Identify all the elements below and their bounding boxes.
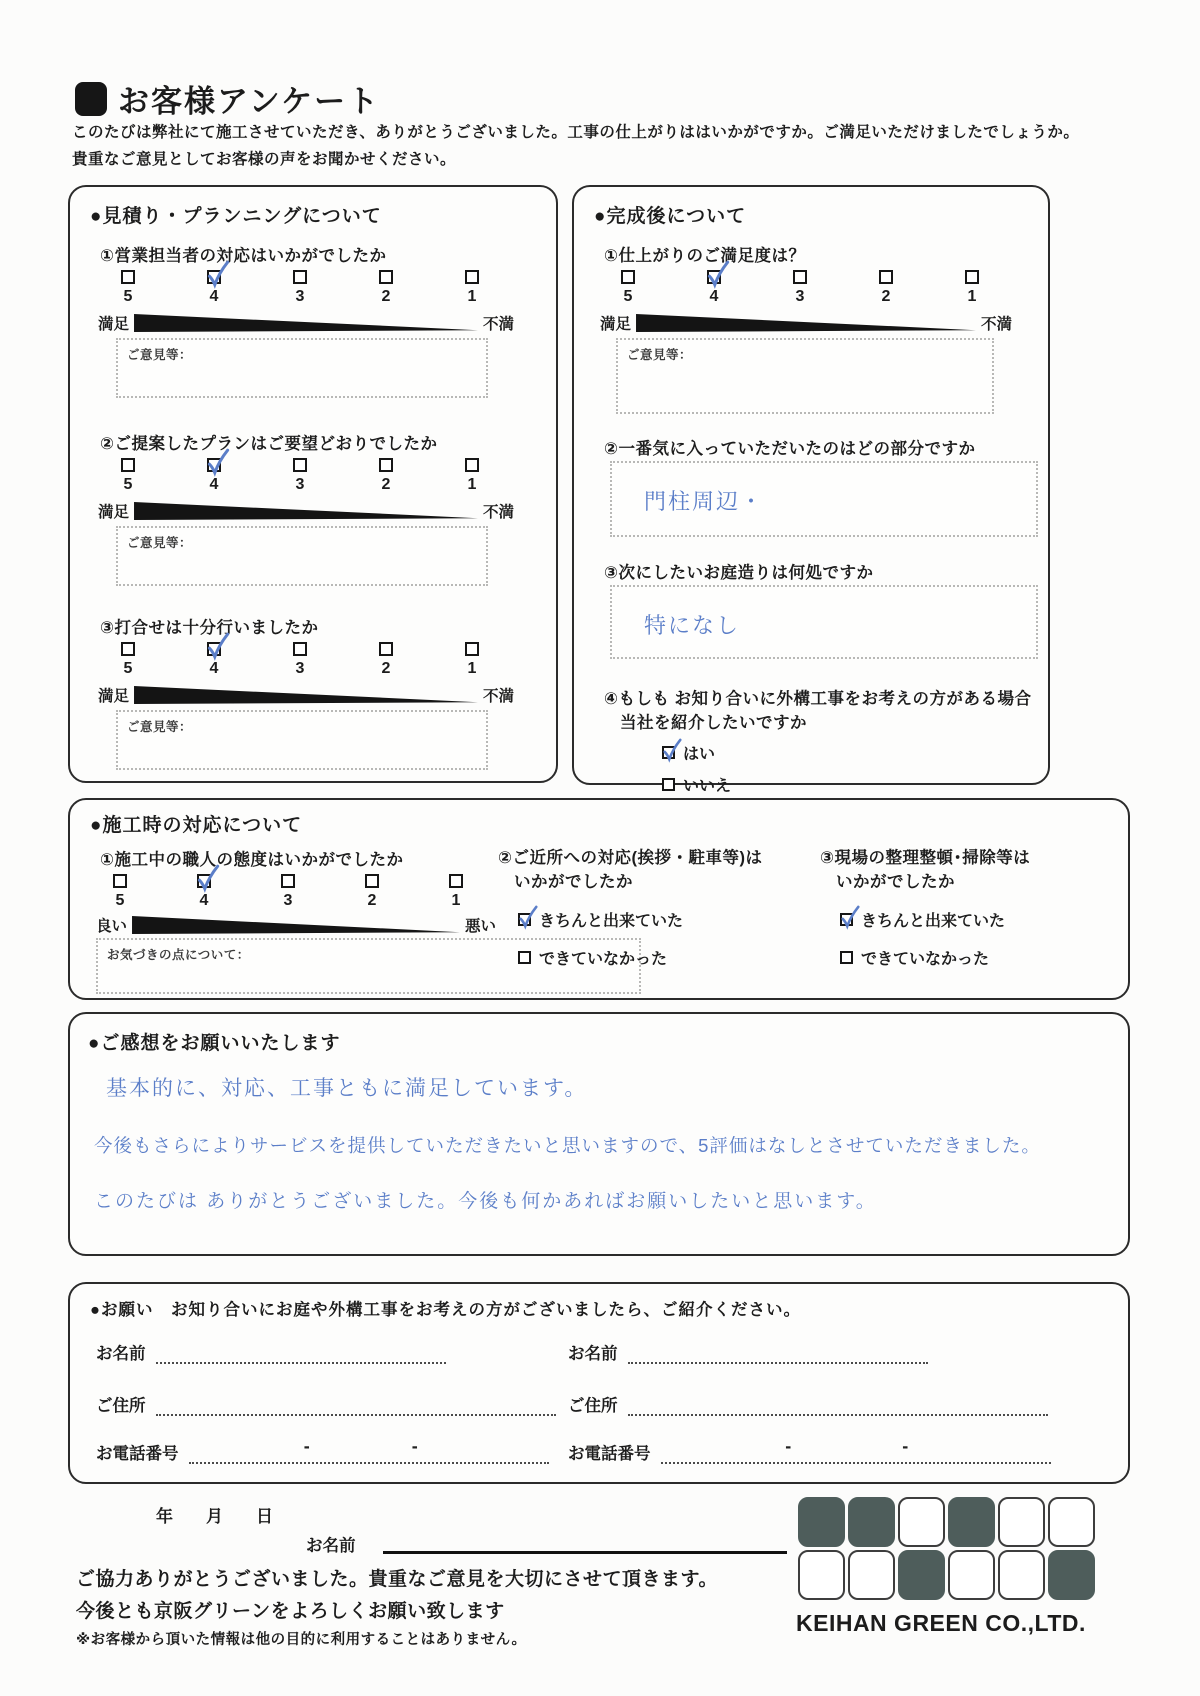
not-done-checkbox[interactable] (518, 951, 531, 964)
phone-input-line[interactable] (661, 1436, 1051, 1464)
question-group-construction-2 (498, 844, 808, 994)
notice-label: お気づきの点について： (107, 948, 250, 962)
option-not-done[interactable] (840, 946, 989, 969)
phone-dash: - (902, 1436, 909, 1456)
option-no[interactable] (662, 773, 731, 796)
rating-checkbox-1[interactable] (965, 270, 979, 284)
satisfaction-axis (98, 500, 514, 522)
logo-cell (998, 1550, 1045, 1600)
section-referral (68, 1282, 1130, 1484)
comment-box[interactable] (116, 338, 488, 398)
pen-checkmark-icon (205, 447, 231, 477)
logo-cell (898, 1550, 945, 1600)
name-input-line[interactable] (628, 1342, 928, 1364)
satisfaction-axis (98, 684, 514, 706)
logo-cell (798, 1550, 845, 1600)
question-text: ③現場の整理整頓･掃除等は (820, 849, 1031, 867)
question-text: いかがでしたか (836, 873, 955, 891)
referral-name-field-2 (568, 1340, 928, 1364)
done-checkbox-checked[interactable] (840, 913, 853, 926)
thanks-line-1: ご協力ありがとうございました。貴重なご意見を大切にさせて頂きます。 (76, 1569, 718, 1590)
rating-checkbox-2[interactable] (379, 642, 393, 656)
section-title: ●完成後について (594, 206, 747, 227)
rating-checkbox-5[interactable] (121, 270, 135, 284)
not-done-checkbox[interactable] (840, 951, 853, 964)
footer-name-input-line[interactable] (383, 1528, 787, 1554)
section-title: ●見積り・プランニングについて (90, 206, 382, 227)
rating-scale: 5 4 3 2 1 (108, 874, 468, 910)
rating-checkbox-1[interactable] (465, 642, 479, 656)
option-not-done[interactable] (518, 946, 667, 969)
phone-label: お電話番号 (96, 1445, 179, 1463)
section-title: ●お願い お知り合いにお庭や外構工事をお考えの方がございましたら、ご紹介ください。 (90, 1301, 801, 1319)
done-label: きちんと出来ていた (861, 913, 1006, 930)
question-text: ②ご近所への対応(挨拶・駐車等)は (498, 849, 763, 867)
rating-checkbox-1[interactable] (465, 270, 479, 284)
phone-label: お電話番号 (568, 1445, 651, 1463)
name-label: お名前 (568, 1345, 618, 1363)
bad-label: 悪い (464, 918, 496, 935)
satisfaction-axis (98, 312, 514, 334)
phone-dash: - (785, 1436, 792, 1456)
rating-checkbox-4-checked[interactable] (197, 874, 211, 888)
intro-line-1: このたびは弊社にて施工させていただき、ありがとうございました。工事の仕上がりははいかがですか。ご満足いただけましたでしょうか。 (72, 124, 1080, 141)
address-input-line[interactable] (628, 1394, 1048, 1416)
satisfaction-wedge (134, 314, 478, 332)
rating-checkbox-5[interactable] (113, 874, 127, 888)
section-construction (68, 798, 1130, 1000)
logo-cell (1048, 1497, 1095, 1547)
rating-checkbox-3[interactable] (293, 270, 307, 284)
comment-label: ご意見等： (627, 348, 693, 362)
unsatisfied-label: 不満 (482, 504, 514, 521)
rating-checkbox-3[interactable] (793, 270, 807, 284)
rating-checkbox-2[interactable] (379, 270, 393, 284)
question-text: ①施工中の職人の態度はいかがでしたか (100, 851, 404, 869)
phone-input-line[interactable] (189, 1436, 549, 1464)
logo-cell (1048, 1550, 1095, 1600)
phone-dash: - (411, 1436, 418, 1456)
referral-phone-field-2 (568, 1436, 1051, 1464)
not-done-label: できていなかった (539, 951, 668, 968)
rating-checkbox-3[interactable] (281, 874, 295, 888)
company-logo (798, 1497, 1095, 1600)
question-text: ①仕上がりのご満足度は？ (604, 247, 806, 265)
pen-checkmark-icon (205, 631, 231, 661)
yes-checkbox-checked[interactable] (662, 746, 675, 759)
comment-box[interactable] (116, 526, 488, 586)
satisfaction-wedge (636, 314, 976, 332)
intro-line-2: 貴重なご意見としてお客様の声をお聞かせください。 (72, 151, 457, 168)
address-label: ご住所 (568, 1397, 618, 1415)
handwritten-answer: 特になし (644, 613, 741, 638)
pen-checkmark-icon (517, 904, 539, 930)
done-checkbox-checked[interactable] (518, 913, 531, 926)
page-title: お客様アンケート (118, 84, 381, 119)
thanks-line-2: 今後とも京阪グリーンをよろしくお願い致します (76, 1601, 505, 1622)
comment-label: ご意見等： (127, 536, 193, 550)
rating-checkbox-2[interactable] (379, 458, 393, 472)
option-done[interactable] (840, 908, 1005, 931)
option-done[interactable] (518, 908, 683, 931)
question-text: ③打合せは十分行いましたか (100, 619, 319, 637)
unsatisfied-label: 不満 (980, 316, 1012, 333)
good-bad-axis (96, 914, 496, 936)
question-text: いかがでしたか (514, 873, 633, 891)
logo-cell (948, 1497, 995, 1547)
rating-scale: 5 4 3 2 1 (116, 458, 484, 494)
referral-phone-field-1 (96, 1436, 549, 1464)
company-name: KEIHAN GREEN CO.,LTD. (796, 1610, 1086, 1636)
comment-label: ご意見等： (127, 720, 193, 734)
rating-checkbox-5[interactable] (621, 270, 635, 284)
rating-checkbox-2[interactable] (879, 270, 893, 284)
name-label: お名前 (96, 1345, 146, 1363)
answer-box[interactable] (610, 585, 1038, 659)
address-label: ご住所 (96, 1397, 146, 1415)
not-done-label: できていなかった (861, 951, 990, 968)
name-input-line[interactable] (156, 1342, 446, 1364)
rating-checkbox-1[interactable] (449, 874, 463, 888)
referral-address-field-1 (96, 1392, 556, 1416)
logo-cell (848, 1550, 895, 1600)
phone-dash: - (303, 1436, 310, 1456)
date-field[interactable]: 年 月 日 (156, 1507, 281, 1526)
section-planning (68, 185, 558, 783)
question-group-planning-1 (70, 242, 560, 402)
referral-address-field-2 (568, 1392, 1048, 1416)
pen-checkmark-icon (661, 737, 683, 763)
option-yes[interactable] (662, 741, 715, 764)
question-text: ③次にしたいお庭造りは何処ですか (604, 564, 874, 582)
rating-scale: 5 4 3 2 1 (116, 270, 484, 306)
question-text: ①営業担当者の対応はいかがでしたか (100, 247, 387, 265)
header-square-icon (75, 82, 107, 116)
question-text: ②ご提案したプランはご要望どおりでしたか (100, 435, 438, 453)
rating-checkbox-4-checked[interactable] (207, 642, 221, 656)
good-label: 良い (96, 918, 128, 935)
handwritten-line: このたびは ありがとうございました。今後も何かあればお願いしたいと思います。 (94, 1191, 877, 1212)
satisfaction-axis (600, 312, 1012, 334)
handwritten-line: 今後もさらによりサービスを提供していただきたいと思いますので、5評価はなしとさせていただきました。 (94, 1135, 1041, 1156)
pen-checkmark-icon (195, 863, 221, 893)
question-group-construction-1 (96, 846, 516, 996)
no-label: いいえ (683, 778, 732, 795)
section-title: ●施工時の対応について (90, 815, 303, 836)
logo-cell (798, 1497, 845, 1547)
pen-checkmark-icon (205, 259, 231, 289)
comment-box[interactable] (616, 338, 994, 414)
rating-checkbox-4-checked[interactable] (207, 458, 221, 472)
logo-cell (948, 1550, 995, 1600)
satisfaction-wedge (134, 686, 478, 704)
satisfaction-wedge (132, 916, 460, 934)
question-group-construction-3 (820, 844, 1120, 994)
rating-checkbox-2[interactable] (365, 874, 379, 888)
question-text: ④もしも お知り合いに外構工事をお考えの方がある場合 (604, 690, 1032, 708)
rating-scale: 5 4 3 2 1 (116, 642, 484, 678)
handwritten-answer: 門柱周辺・ (644, 489, 765, 514)
satisfied-label: 満足 (98, 316, 130, 333)
yes-label: はい (683, 746, 716, 763)
privacy-note: ※お客様から頂いた情報は他の目的に利用することはありません。 (76, 1632, 527, 1648)
rating-checkbox-1[interactable] (465, 458, 479, 472)
done-label: きちんと出来ていた (539, 913, 684, 930)
rating-checkbox-5[interactable] (121, 458, 135, 472)
question-group-planning-2 (70, 430, 560, 590)
rating-scale: 5 4 3 2 1 (616, 270, 984, 306)
rating-checkbox-4-checked[interactable] (207, 270, 221, 284)
no-checkbox[interactable] (662, 778, 675, 791)
footer-name-label: お名前 (306, 1537, 356, 1555)
unsatisfied-label: 不満 (482, 688, 514, 705)
pen-checkmark-icon (705, 259, 731, 289)
section-title: ●ご感想をお願いいたします (88, 1033, 341, 1054)
address-input-line[interactable] (156, 1394, 556, 1416)
satisfaction-wedge (134, 502, 478, 520)
pen-checkmark-icon (839, 904, 861, 930)
satisfied-label: 満足 (98, 504, 130, 521)
satisfied-label: 満足 (98, 688, 130, 705)
logo-cell (898, 1497, 945, 1547)
referral-name-field-1 (96, 1340, 446, 1364)
question-text: 当社を紹介したいですか (620, 714, 807, 732)
rating-checkbox-3[interactable] (293, 642, 307, 656)
comment-label: ご意見等： (127, 348, 193, 362)
unsatisfied-label: 不満 (482, 316, 514, 333)
comment-box[interactable] (116, 710, 488, 770)
rating-checkbox-3[interactable] (293, 458, 307, 472)
handwritten-line: 基本的に、対応、工事ともに満足しています。 (106, 1077, 588, 1100)
logo-cell (998, 1497, 1045, 1547)
rating-checkbox-5[interactable] (121, 642, 135, 656)
question-group-planning-3 (70, 614, 560, 774)
section-completion (572, 185, 1050, 795)
answer-box[interactable] (610, 461, 1038, 537)
question-text: ②一番気に入っていただいたのはどの部分ですか (604, 440, 976, 458)
question-group-completion-1 (574, 242, 1052, 422)
logo-cell (848, 1497, 895, 1547)
section-impressions[interactable] (68, 1012, 1130, 1256)
satisfied-label: 満足 (600, 316, 632, 333)
rating-checkbox-4-checked[interactable] (707, 270, 721, 284)
